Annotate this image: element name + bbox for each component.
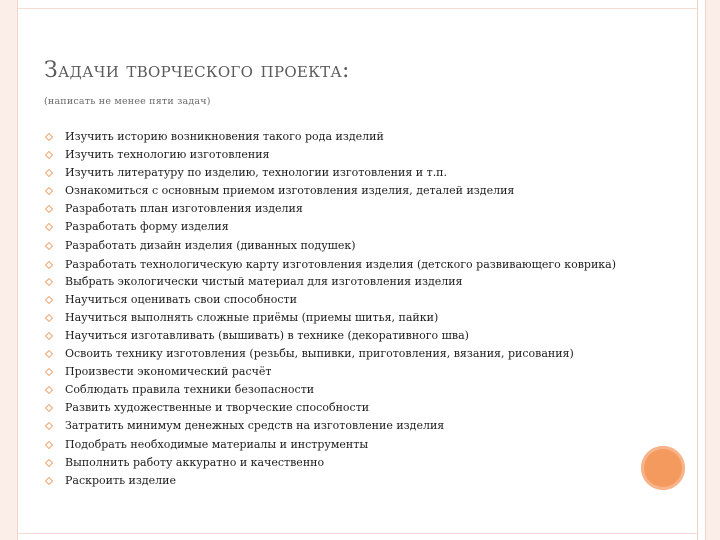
task-text: Разработать технологическую карту изготовления изделия (детского развивающего коврика)	[65, 257, 617, 271]
bottom-border-line	[18, 533, 698, 534]
task-text: Научиться оценивать свои способности	[65, 292, 297, 306]
diamond-bullet-icon	[45, 404, 53, 412]
slide-title: Задачи творческого проекта:	[44, 58, 350, 83]
task-text: Изучить технологию изготовления	[65, 148, 270, 162]
diamond-bullet-icon	[45, 133, 53, 141]
task-item	[44, 454, 644, 472]
task-item	[44, 345, 644, 363]
task-item	[44, 218, 644, 236]
slide-subtitle: (написать не менее пяти задач)	[44, 96, 211, 107]
diamond-bullet-icon	[45, 350, 53, 358]
task-text: Раскроить изделие	[65, 473, 177, 487]
diamond-bullet-icon	[45, 151, 53, 159]
right-border-line	[697, 0, 698, 540]
diamond-bullet-icon	[45, 223, 53, 231]
diamond-bullet-icon	[45, 332, 53, 340]
task-text: Развить художественные и творческие способности	[65, 401, 370, 415]
task-text: Разработать план изготовления изделия	[65, 202, 303, 216]
task-item	[44, 200, 644, 218]
task-item	[44, 291, 644, 309]
task-item	[44, 363, 644, 381]
diamond-bullet-icon	[45, 205, 53, 213]
diamond-bullet-icon	[45, 278, 53, 286]
diamond-bullet-icon	[45, 368, 53, 376]
task-item	[44, 309, 644, 327]
task-text: Изучить историю возникновения такого рода изделий	[65, 130, 384, 143]
task-text: Соблюдать правила техники безопасности	[65, 383, 315, 397]
diamond-bullet-icon	[45, 459, 53, 467]
diamond-bullet-icon	[45, 261, 53, 269]
orange-circle-decoration	[641, 446, 685, 490]
task-item	[44, 399, 644, 417]
task-text: Затратить минимум денежных средств на изготовление изделия	[65, 419, 445, 433]
task-item	[44, 327, 644, 345]
diamond-bullet-icon	[45, 386, 53, 394]
task-text: Выполнить работу аккуратно и качественно	[65, 455, 325, 469]
task-text: Ознакомиться с основным приемом изготовления изделия, деталей изделия	[65, 184, 515, 198]
task-text: Разработать форму изделия	[65, 220, 229, 234]
task-item	[44, 273, 644, 291]
diamond-bullet-icon	[45, 242, 53, 250]
task-item	[44, 237, 644, 255]
task-list	[44, 128, 644, 490]
task-text: Научиться выполнять сложные приёмы (приемы шитья, пайки)	[65, 310, 439, 324]
task-item	[44, 417, 644, 435]
task-item	[44, 472, 644, 490]
task-item	[44, 128, 644, 146]
diamond-bullet-icon	[45, 477, 53, 485]
right-border-decoration	[705, 0, 720, 540]
task-text: Подобрать необходимые материалы и инструменты	[65, 437, 369, 451]
task-text: Изучить литературу по изделию, технологии изготовления и т.п.	[65, 166, 448, 180]
task-item	[44, 255, 644, 273]
diamond-bullet-icon	[45, 296, 53, 304]
task-item	[44, 436, 644, 454]
task-text: Выбрать экологически чистый материал для изготовления изделия	[65, 274, 463, 288]
task-item	[44, 146, 644, 164]
diamond-bullet-icon	[45, 422, 53, 430]
diamond-bullet-icon	[45, 169, 53, 177]
task-item	[44, 164, 644, 182]
left-border-decoration	[0, 0, 18, 540]
top-border-line	[18, 8, 698, 9]
diamond-bullet-icon	[45, 314, 53, 322]
task-text: Произвести экономический расчёт	[65, 365, 272, 379]
task-item	[44, 381, 644, 399]
diamond-bullet-icon	[45, 187, 53, 195]
task-text: Разработать дизайн изделия (диванных подушек)	[65, 238, 356, 252]
task-text: Освоить технику изготовления (резьбы, выпивки, приготовления, вязания, рисования)	[65, 347, 574, 361]
diamond-bullet-icon	[45, 441, 53, 449]
task-text: Научиться изготавливать (вышивать) в технике (декоративного шва)	[65, 328, 469, 342]
task-item	[44, 182, 644, 200]
